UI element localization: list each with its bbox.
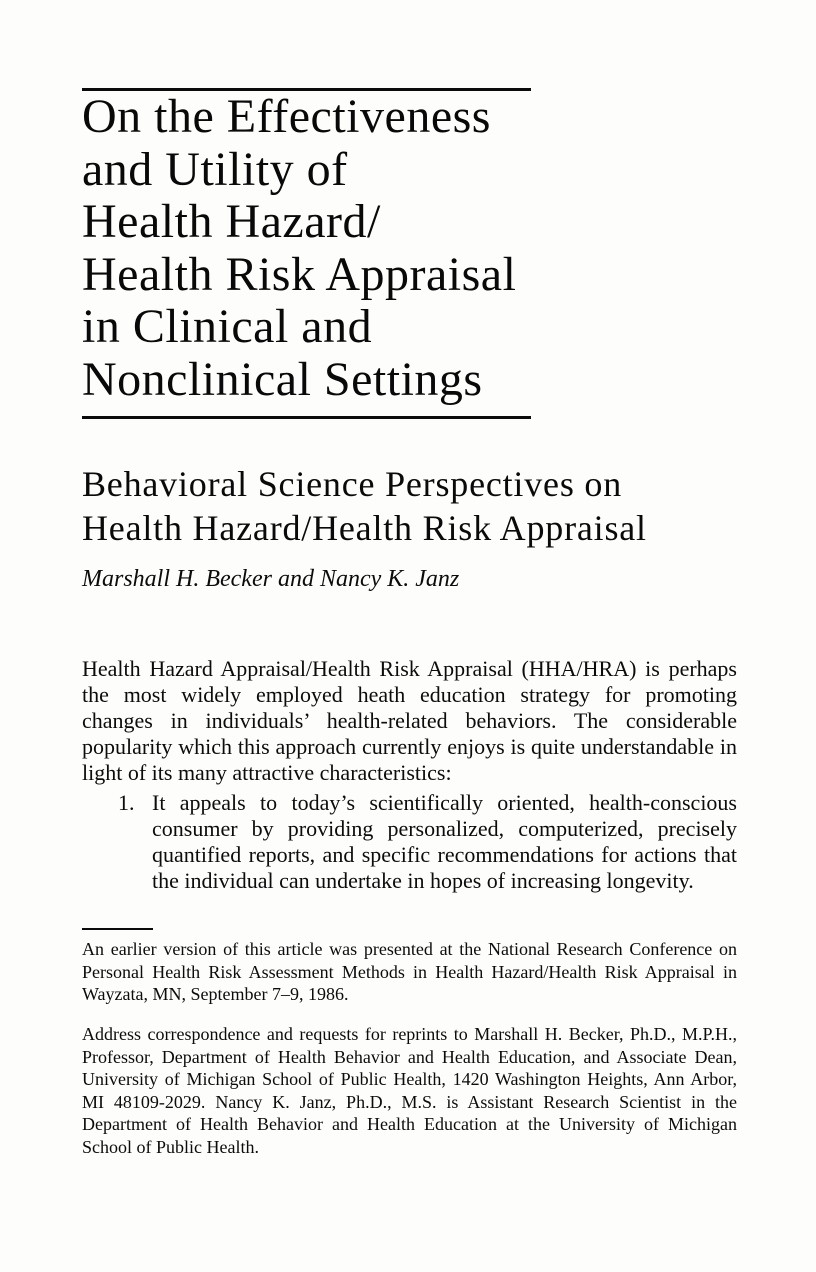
numbered-list-item xyxy=(82,790,737,894)
intro-paragraph: Health Hazard Appraisal/Health Risk Appraisal (HHA/HRA) is perhaps the most widely employed heath education strategy for promoting changes in individuals’ health-related behaviors. The considerable popularity which this approach currently enjoys is quite understandable in light of its many attractive characteristics: xyxy=(82,656,737,785)
article-title-line: in Clinical and xyxy=(82,300,373,353)
article-title-line: Nonclinical Settings xyxy=(82,352,483,406)
chapter-heading-line: Health Hazard/Health Risk Appraisal xyxy=(82,508,647,548)
footnote-correspondence: Address correspondence and requests for reprints to Marshall H. Becker, Ph.D., M.P.H., Professor, Department of Health Behavior and Health Education, and Associate Dean, University of Michigan School of Public Health, 1420 Washington Heights, Ann Arbor, MI 48109-2029. Nancy K. Janz, Ph.D., M.S. is Assistant Research Scientist in the Department of Health Behavior and Health Education at the University of Michigan School of Public Health. xyxy=(82,1024,737,1157)
article-title-line: On the Effectiveness xyxy=(82,90,491,143)
article-title-line: and Utility of xyxy=(82,142,348,196)
chapter-heading xyxy=(82,462,742,550)
article-title-line: Health Hazard/ xyxy=(82,195,381,248)
footnote-presentation: An earlier version of this article was presented at the National Research Conference on Personal Health Risk Assessment Methods in Health Hazard/Health Risk Appraisal in Wayzata, MN, September 7–9, 1986. xyxy=(82,939,737,1004)
article-title xyxy=(82,91,602,406)
list-item-number: 1. xyxy=(118,790,135,815)
author-byline: Marshall H. Becker and Nancy K. Janz xyxy=(82,566,460,592)
list-item-text: It appeals to today’s scientifically oriented, health-conscious consumer by providing personalized, computerized, precisely quantified reports, and specific recommendations for actions that the individual can undertake in hopes of increasing longevity. xyxy=(152,790,737,893)
title-bottom-rule xyxy=(82,416,531,419)
chapter-heading-line: Behavioral Science Perspectives on xyxy=(82,464,623,504)
footnote-divider-rule xyxy=(82,928,153,930)
article-title-line: Health Risk Appraisal xyxy=(82,247,517,301)
